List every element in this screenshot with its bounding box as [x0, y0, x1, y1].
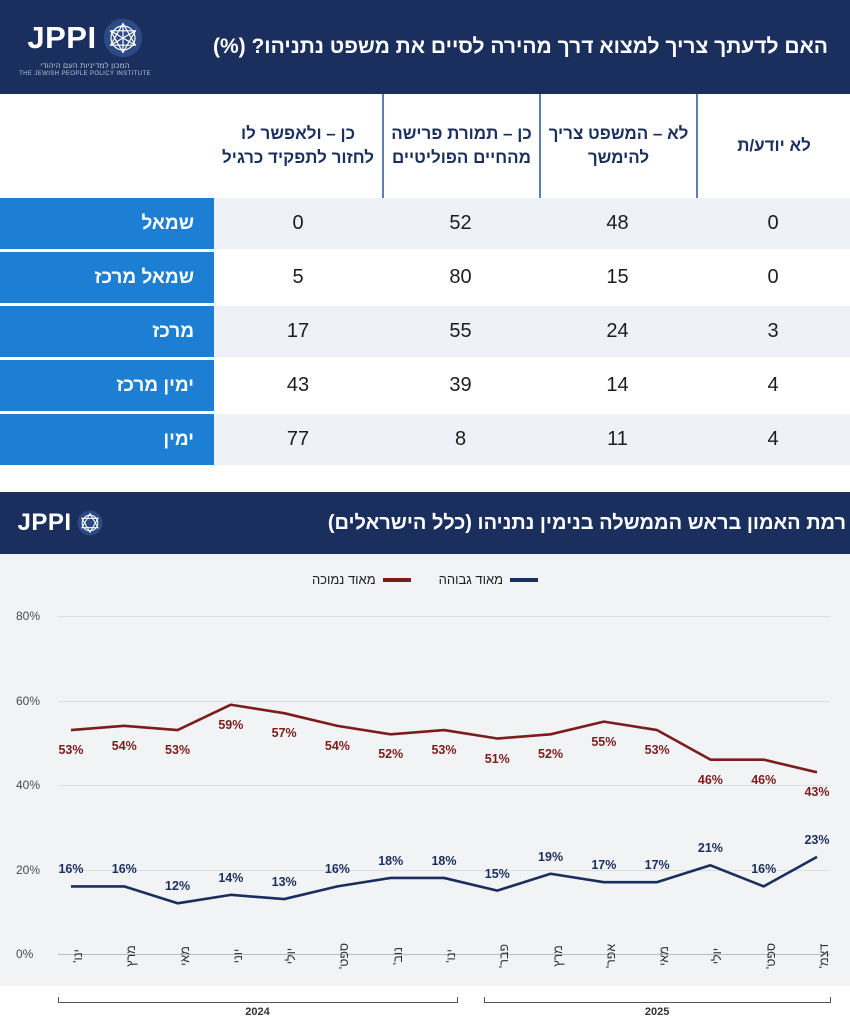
x-axis-tick-label: יוני — [230, 948, 245, 964]
data-point-label: 52% — [378, 747, 404, 762]
cell-no-continue: 24 — [606, 320, 629, 342]
legend-swatch-low — [383, 578, 411, 582]
x-axis-tick-label: דצמ' — [817, 943, 831, 969]
data-point-label: 55% — [591, 734, 617, 749]
data-point-label: 54% — [324, 738, 350, 753]
table-body — [0, 198, 850, 468]
row-label: מרכז — [0, 306, 214, 357]
legend-label-low: מאוד נמוכה — [311, 572, 376, 587]
cell-yes-retire: 8 — [454, 428, 467, 450]
data-point-label: 46% — [697, 772, 723, 787]
column-header-group — [0, 94, 214, 198]
jppi-subtitle-en: THE JEWISH PEOPLE POLICY INSTITUTE — [19, 70, 151, 77]
x-axis-tick-label: ספט' — [337, 942, 352, 970]
table-row — [0, 360, 850, 414]
cell-yes-return: 17 — [286, 320, 310, 342]
chart-header — [0, 492, 850, 554]
data-point-label: 53% — [644, 743, 670, 758]
row-label: ימין מרכז — [0, 360, 214, 411]
cell-dontknow: 4 — [767, 428, 779, 450]
chart-grid — [0, 604, 850, 986]
cell-yes-retire: 52 — [449, 212, 472, 234]
data-point-label: 16% — [324, 862, 350, 877]
x-axis-tick-label: אפר' — [603, 943, 618, 969]
year-group-tick — [830, 997, 831, 1003]
legend-item-low — [312, 572, 411, 587]
legend-label-high: מאוד גבוהה — [438, 572, 504, 587]
table-row — [0, 198, 850, 252]
cell-no-continue: 48 — [606, 212, 629, 234]
table-row — [0, 306, 850, 360]
cell-yes-retire: 39 — [449, 374, 472, 396]
year-group-tick — [58, 997, 59, 1003]
cell-yes-return: 77 — [286, 428, 310, 450]
jppi-wordmark: JPPI — [17, 509, 72, 536]
star-of-david-icon — [77, 510, 103, 536]
table-title: האם לדעתך צריך למצוא דרך מהירה לסיים את משפט נתניהו? (%) — [212, 35, 828, 59]
x-axis-tick-label: מרץ — [550, 945, 565, 967]
y-axis-tick-label: 20% — [16, 862, 41, 877]
y-axis-tick-label: 0% — [16, 947, 34, 961]
row-label: ימין — [0, 414, 214, 465]
table-row — [0, 414, 850, 468]
row-label: שמאל מרכז — [0, 252, 214, 303]
year-group-bar — [484, 1002, 830, 1003]
cell-yes-return: 5 — [292, 266, 304, 288]
chart-title: רמת האמון בראש הממשלה בנימין נתניהו (כלל הישראלים) — [327, 511, 846, 534]
data-point-label: 12% — [165, 879, 191, 894]
cell-yes-return: 0 — [292, 212, 304, 234]
jppi-logo-small — [0, 509, 120, 537]
year-group-tick — [484, 997, 485, 1003]
x-axis-tick-label: נוב' — [390, 947, 405, 965]
data-point-label: 13% — [271, 875, 297, 890]
data-point-label: 18% — [431, 853, 457, 868]
cell-no-continue: 14 — [606, 374, 629, 396]
cell-yes-retire: 80 — [449, 266, 472, 288]
year-group-label: 2024 — [245, 1006, 270, 1018]
data-point-label: 17% — [644, 858, 670, 873]
cell-dontknow: 0 — [767, 266, 779, 288]
cell-no-continue: 15 — [606, 266, 629, 288]
data-point-label: 53% — [431, 743, 457, 758]
legend-swatch-high — [510, 578, 538, 582]
y-axis-tick-label: 80% — [16, 609, 41, 623]
column-header-yes-return: כן – ולאפשר לו לחזור לתפקיד כרגיל — [221, 124, 374, 167]
legend-item-high — [439, 572, 538, 587]
data-point-label: 21% — [697, 841, 723, 856]
data-point-label: 54% — [111, 738, 137, 753]
cell-dontknow: 3 — [767, 320, 779, 342]
series-line-low — [71, 705, 817, 773]
data-point-label: 53% — [165, 743, 191, 758]
trust-line-chart-panel — [0, 492, 850, 1018]
x-axis-tick-label: מאי — [657, 946, 672, 966]
x-axis-tick-label: יולי — [284, 947, 299, 965]
x-axis-tick-label: ספט' — [763, 942, 778, 970]
data-point-label: 59% — [218, 717, 244, 732]
jppi-wordmark: JPPI — [27, 19, 97, 55]
column-header-yes-retire: כן – תמורת פרישה מהחיים הפוליטיים — [382, 94, 539, 198]
data-point-label: 19% — [538, 849, 564, 864]
series-lines — [0, 604, 850, 986]
year-group-tick — [457, 997, 458, 1003]
cell-no-continue: 11 — [607, 428, 628, 450]
column-header-no-continue: לא – המשפט צריך להימשך — [539, 94, 696, 198]
x-axis-tick-label: ינו' — [444, 949, 458, 963]
table-row — [0, 252, 850, 306]
data-point-label: 57% — [271, 726, 297, 741]
star-of-david-icon — [103, 18, 143, 58]
data-point-label: 53% — [58, 743, 84, 758]
y-axis-tick-label: 40% — [16, 778, 41, 792]
x-axis-tick-label: פבר' — [497, 943, 512, 969]
survey-table-panel — [0, 0, 850, 472]
x-axis-tick-label: ינו' — [71, 949, 85, 963]
jppi-logo — [0, 0, 170, 94]
data-point-label: 14% — [218, 870, 244, 885]
cell-dontknow: 4 — [767, 374, 779, 396]
cell-yes-retire: 55 — [449, 320, 472, 342]
x-axis-tick-label: יולי — [710, 947, 725, 965]
jppi-subtitle-he: המכון למדיניות העם היהודי — [40, 60, 130, 70]
cell-yes-return: 43 — [286, 374, 310, 396]
table-header — [0, 0, 850, 94]
data-point-label: 17% — [591, 858, 617, 873]
data-point-label: 43% — [804, 785, 830, 800]
data-point-label: 23% — [804, 832, 830, 847]
cell-dontknow: 0 — [767, 212, 779, 234]
data-point-label: 16% — [751, 862, 777, 877]
data-point-label: 16% — [58, 862, 84, 877]
data-point-label: 18% — [378, 853, 404, 868]
chart-plot-area — [0, 554, 850, 1018]
data-point-label: 46% — [751, 772, 777, 787]
x-axis-tick-label: מאי — [177, 946, 192, 966]
column-header-dontknow: לא יודע/ת — [696, 94, 850, 198]
data-point-label: 16% — [111, 862, 137, 877]
year-group-label: 2025 — [644, 1006, 670, 1018]
data-point-label: 52% — [538, 747, 564, 762]
chart-legend — [0, 572, 850, 587]
year-group-bar — [58, 1002, 457, 1003]
table-column-headers — [0, 94, 850, 198]
data-point-label: 51% — [484, 751, 510, 766]
x-axis-tick-label: מרץ — [124, 945, 139, 967]
row-label: שמאל — [0, 198, 214, 249]
y-axis-tick-label: 60% — [16, 693, 41, 708]
data-point-label: 15% — [484, 866, 510, 881]
